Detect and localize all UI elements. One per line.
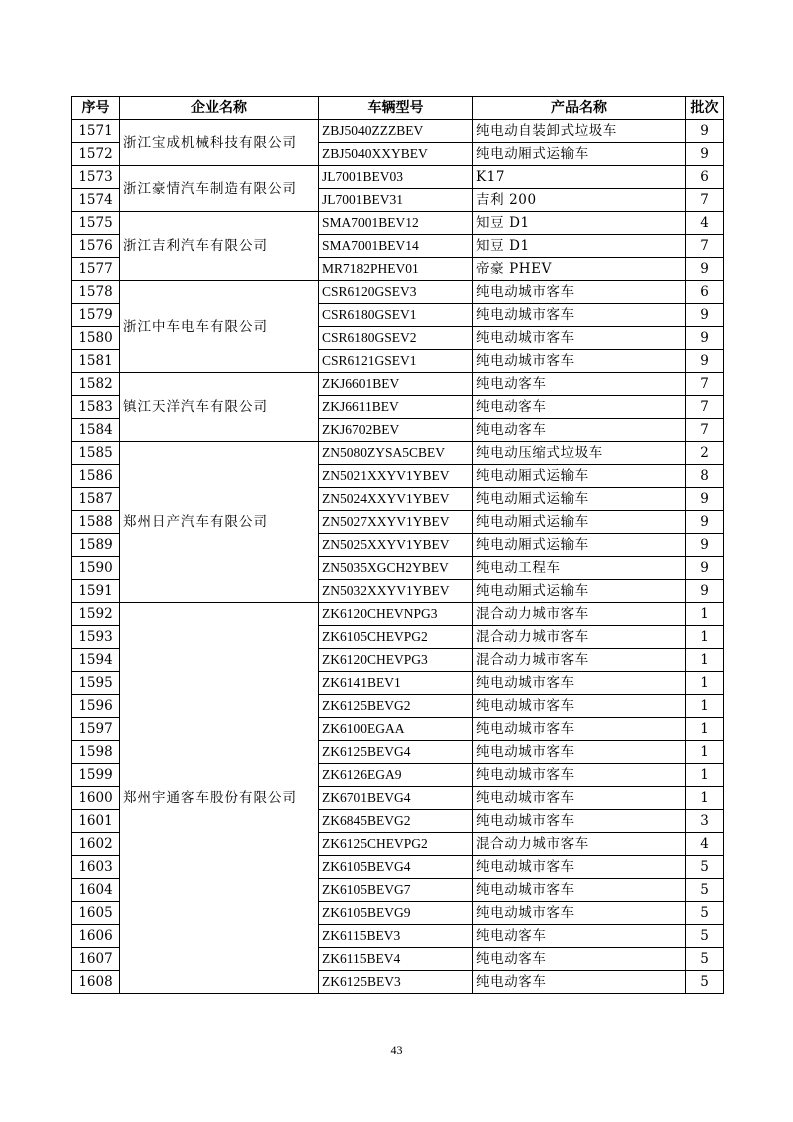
vehicle-model-cell: ZK6105BEVG9 <box>319 902 473 925</box>
batch-cell: 1 <box>686 649 724 672</box>
serial-no-cell: 1601 <box>72 810 120 833</box>
batch-cell: 5 <box>686 902 724 925</box>
product-name-cell: 纯电动客车 <box>473 419 686 442</box>
serial-no-cell: 1572 <box>72 143 120 166</box>
batch-cell: 7 <box>686 396 724 419</box>
serial-no-cell: 1590 <box>72 557 120 580</box>
vehicle-model-cell: ZN5021XXYV1YBEV <box>319 465 473 488</box>
batch-cell: 9 <box>686 327 724 350</box>
vehicle-model-cell: ZK6105BEVG7 <box>319 879 473 902</box>
serial-no-cell: 1574 <box>72 189 120 212</box>
batch-cell: 6 <box>686 281 724 304</box>
product-name-cell: 纯电动城市客车 <box>473 350 686 373</box>
vehicle-model-cell: ZBJ5040XXYBEV <box>319 143 473 166</box>
batch-cell: 1 <box>686 764 724 787</box>
serial-no-cell: 1604 <box>72 879 120 902</box>
batch-cell: 7 <box>686 419 724 442</box>
header-vehicle-model: 车辆型号 <box>319 97 473 120</box>
vehicle-model-cell: ZK6701BEVG4 <box>319 787 473 810</box>
product-name-cell: 纯电动客车 <box>473 373 686 396</box>
product-name-cell: 纯电动厢式运输车 <box>473 580 686 603</box>
product-name-cell: 纯电动厢式运输车 <box>473 488 686 511</box>
product-name-cell: 帝豪 PHEV <box>473 258 686 281</box>
batch-cell: 9 <box>686 580 724 603</box>
serial-no-cell: 1586 <box>72 465 120 488</box>
product-name-cell: 纯电动厢式运输车 <box>473 465 686 488</box>
product-name-cell: 纯电动城市客车 <box>473 695 686 718</box>
batch-cell: 5 <box>686 948 724 971</box>
table-row <box>72 166 724 189</box>
vehicle-model-cell: SMA7001BEV14 <box>319 235 473 258</box>
table-body <box>72 120 724 994</box>
batch-cell: 1 <box>686 787 724 810</box>
serial-no-cell: 1584 <box>72 419 120 442</box>
batch-cell: 9 <box>686 120 724 143</box>
product-name-cell: 纯电动城市客车 <box>473 281 686 304</box>
serial-no-cell: 1591 <box>72 580 120 603</box>
batch-cell: 9 <box>686 258 724 281</box>
serial-no-cell: 1596 <box>72 695 120 718</box>
batch-cell: 1 <box>686 672 724 695</box>
vehicle-model-cell: ZN5027XXYV1YBEV <box>319 511 473 534</box>
batch-cell: 9 <box>686 488 724 511</box>
vehicle-catalog-table <box>71 96 724 994</box>
product-name-cell: 纯电动城市客车 <box>473 856 686 879</box>
product-name-cell: 纯电动城市客车 <box>473 718 686 741</box>
product-name-cell: 纯电动工程车 <box>473 557 686 580</box>
vehicle-model-cell: MR7182PHEV01 <box>319 258 473 281</box>
table-header-row <box>72 97 724 120</box>
batch-cell: 2 <box>686 442 724 465</box>
vehicle-model-cell: ZK6100EGAA <box>319 718 473 741</box>
serial-no-cell: 1579 <box>72 304 120 327</box>
serial-no-cell: 1573 <box>72 166 120 189</box>
product-name-cell: 纯电动城市客车 <box>473 902 686 925</box>
batch-cell: 4 <box>686 833 724 856</box>
vehicle-model-cell: ZK6125CHEVPG2 <box>319 833 473 856</box>
product-name-cell: 纯电动城市客车 <box>473 764 686 787</box>
header-company-name: 企业名称 <box>120 97 319 120</box>
product-name-cell: 纯电动自装卸式垃圾车 <box>473 120 686 143</box>
serial-no-cell: 1581 <box>72 350 120 373</box>
serial-no-cell: 1607 <box>72 948 120 971</box>
product-name-cell: 纯电动厢式运输车 <box>473 143 686 166</box>
product-name-cell: 纯电动城市客车 <box>473 787 686 810</box>
company-name-cell: 浙江吉利汽车有限公司 <box>120 212 319 281</box>
serial-no-cell: 1587 <box>72 488 120 511</box>
vehicle-model-cell: ZN5035XGCH2YBEV <box>319 557 473 580</box>
vehicle-model-cell: ZK6125BEV3 <box>319 971 473 994</box>
vehicle-model-cell: ZN5080ZYSA5CBEV <box>319 442 473 465</box>
table-row <box>72 442 724 465</box>
batch-cell: 6 <box>686 166 724 189</box>
vehicle-model-cell: ZK6120CHEVNPG3 <box>319 603 473 626</box>
company-name-cell: 浙江宝成机械科技有限公司 <box>120 120 319 166</box>
product-name-cell: 纯电动客车 <box>473 971 686 994</box>
batch-cell: 7 <box>686 189 724 212</box>
vehicle-model-cell: ZK6105CHEVPG2 <box>319 626 473 649</box>
serial-no-cell: 1595 <box>72 672 120 695</box>
table-row <box>72 281 724 304</box>
serial-no-cell: 1580 <box>72 327 120 350</box>
serial-no-cell: 1583 <box>72 396 120 419</box>
batch-cell: 1 <box>686 718 724 741</box>
batch-cell: 1 <box>686 626 724 649</box>
serial-no-cell: 1585 <box>72 442 120 465</box>
table-row <box>72 212 724 235</box>
serial-no-cell: 1571 <box>72 120 120 143</box>
batch-cell: 8 <box>686 465 724 488</box>
vehicle-model-cell: ZK6125BEVG4 <box>319 741 473 764</box>
batch-cell: 9 <box>686 350 724 373</box>
product-name-cell: 纯电动城市客车 <box>473 741 686 764</box>
vehicle-model-cell: CSR6120GSEV3 <box>319 281 473 304</box>
serial-no-cell: 1599 <box>72 764 120 787</box>
batch-cell: 9 <box>686 304 724 327</box>
vehicle-model-cell: ZN5032XXYV1YBEV <box>319 580 473 603</box>
serial-no-cell: 1602 <box>72 833 120 856</box>
serial-no-cell: 1597 <box>72 718 120 741</box>
serial-no-cell: 1606 <box>72 925 120 948</box>
vehicle-model-cell: ZK6125BEVG2 <box>319 695 473 718</box>
vehicle-model-cell: JL7001BEV03 <box>319 166 473 189</box>
serial-no-cell: 1588 <box>72 511 120 534</box>
company-name-cell: 浙江豪情汽车制造有限公司 <box>120 166 319 212</box>
product-name-cell: 混合动力城市客车 <box>473 833 686 856</box>
product-name-cell: 知豆 D1 <box>473 235 686 258</box>
serial-no-cell: 1577 <box>72 258 120 281</box>
product-name-cell: 纯电动客车 <box>473 948 686 971</box>
table-row <box>72 120 724 143</box>
company-name-cell: 郑州日产汽车有限公司 <box>120 442 319 603</box>
product-name-cell: 吉利 200 <box>473 189 686 212</box>
serial-no-cell: 1600 <box>72 787 120 810</box>
product-name-cell: 混合动力城市客车 <box>473 603 686 626</box>
product-name-cell: 纯电动厢式运输车 <box>473 511 686 534</box>
vehicle-model-cell: ZN5025XXYV1YBEV <box>319 534 473 557</box>
serial-no-cell: 1592 <box>72 603 120 626</box>
serial-no-cell: 1594 <box>72 649 120 672</box>
batch-cell: 5 <box>686 879 724 902</box>
product-name-cell: 纯电动城市客车 <box>473 810 686 833</box>
batch-cell: 1 <box>686 695 724 718</box>
serial-no-cell: 1608 <box>72 971 120 994</box>
vehicle-model-cell: CSR6121GSEV1 <box>319 350 473 373</box>
vehicle-model-cell: ZK6105BEVG4 <box>319 856 473 879</box>
serial-no-cell: 1575 <box>72 212 120 235</box>
product-name-cell: 纯电动客车 <box>473 925 686 948</box>
serial-no-cell: 1598 <box>72 741 120 764</box>
vehicle-model-cell: ZK6845BEVG2 <box>319 810 473 833</box>
product-name-cell: 纯电动城市客车 <box>473 672 686 695</box>
batch-cell: 9 <box>686 534 724 557</box>
page-number: 43 <box>390 1043 403 1057</box>
product-name-cell: 纯电动压缩式垃圾车 <box>473 442 686 465</box>
batch-cell: 7 <box>686 373 724 396</box>
serial-no-cell: 1593 <box>72 626 120 649</box>
vehicle-model-cell: ZK6141BEV1 <box>319 672 473 695</box>
vehicle-model-cell: ZBJ5040ZZZBEV <box>319 120 473 143</box>
company-name-cell: 浙江中车电车有限公司 <box>120 281 319 373</box>
serial-no-cell: 1603 <box>72 856 120 879</box>
header-serial-no: 序号 <box>72 97 120 120</box>
serial-no-cell: 1605 <box>72 902 120 925</box>
vehicle-model-cell: CSR6180GSEV1 <box>319 304 473 327</box>
table-row <box>72 373 724 396</box>
batch-cell: 9 <box>686 511 724 534</box>
batch-cell: 5 <box>686 971 724 994</box>
vehicle-model-cell: ZKJ6601BEV <box>319 373 473 396</box>
header-batch: 批次 <box>686 97 724 120</box>
product-name-cell: 纯电动城市客车 <box>473 304 686 327</box>
product-name-cell: 知豆 D1 <box>473 212 686 235</box>
batch-cell: 4 <box>686 212 724 235</box>
company-name-cell: 镇江天洋汽车有限公司 <box>120 373 319 442</box>
header-product-name: 产品名称 <box>473 97 686 120</box>
vehicle-model-cell: ZKJ6611BEV <box>319 396 473 419</box>
vehicle-model-cell: SMA7001BEV12 <box>319 212 473 235</box>
serial-no-cell: 1576 <box>72 235 120 258</box>
batch-cell: 5 <box>686 856 724 879</box>
batch-cell: 1 <box>686 741 724 764</box>
vehicle-model-cell: ZK6126EGA9 <box>319 764 473 787</box>
batch-cell: 7 <box>686 235 724 258</box>
vehicle-model-cell: CSR6180GSEV2 <box>319 327 473 350</box>
serial-no-cell: 1582 <box>72 373 120 396</box>
company-name-cell: 郑州宇通客车股份有限公司 <box>120 603 319 994</box>
batch-cell: 1 <box>686 603 724 626</box>
table-row <box>72 603 724 626</box>
batch-cell: 3 <box>686 810 724 833</box>
serial-no-cell: 1578 <box>72 281 120 304</box>
product-name-cell: 混合动力城市客车 <box>473 626 686 649</box>
product-name-cell: 纯电动城市客车 <box>473 879 686 902</box>
product-name-cell: 纯电动客车 <box>473 396 686 419</box>
vehicle-model-cell: ZK6115BEV3 <box>319 925 473 948</box>
product-name-cell: K17 <box>473 166 686 189</box>
vehicle-model-cell: ZK6120CHEVPG3 <box>319 649 473 672</box>
product-name-cell: 纯电动城市客车 <box>473 327 686 350</box>
serial-no-cell: 1589 <box>72 534 120 557</box>
vehicle-model-cell: ZK6115BEV4 <box>319 948 473 971</box>
batch-cell: 9 <box>686 557 724 580</box>
batch-cell: 9 <box>686 143 724 166</box>
batch-cell: 5 <box>686 925 724 948</box>
vehicle-model-cell: ZKJ6702BEV <box>319 419 473 442</box>
vehicle-model-cell: ZN5024XXYV1YBEV <box>319 488 473 511</box>
product-name-cell: 混合动力城市客车 <box>473 649 686 672</box>
vehicle-model-cell: JL7001BEV31 <box>319 189 473 212</box>
product-name-cell: 纯电动厢式运输车 <box>473 534 686 557</box>
